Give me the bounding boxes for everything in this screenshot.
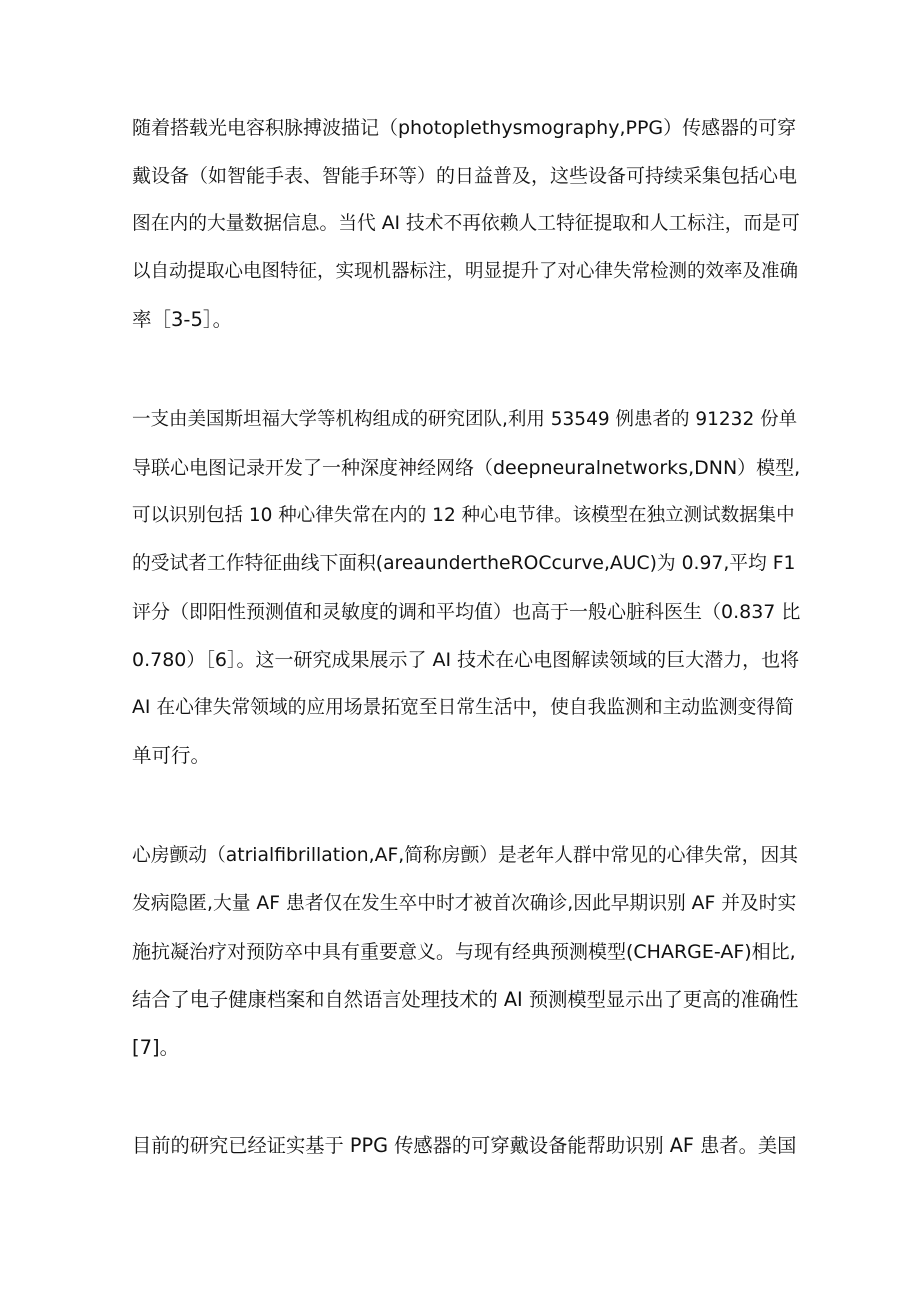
text-line: 率［3-5］。 <box>132 308 233 331</box>
text-line: 以自动提取心电图特征，实现机器标注，明显提升了对心律失常检测的效率及准确 <box>132 261 799 282</box>
text-line: 施抗凝治疗对预防卒中具有重要意义。与现有经典预测模型(CHARGE-AF)相比, <box>132 941 796 963</box>
text-line: AI 在心律失常领域的应用场景拓宽至日常生活中，使自我监测和主动监测变得简 <box>132 697 794 718</box>
text-line: [7]。 <box>132 1036 180 1059</box>
text-line: 发病隐匿,大量 AF 患者仅在发生卒中时才被首次确诊,因此早期识别 AF 并及时实 <box>132 893 797 914</box>
text-line: 随着搭载光电容积脉搏波描记（photoplethysmography,PPG）传感器的可穿 <box>132 117 797 139</box>
text-line: 心房颤动（atrialfibrillation,AF,简称房颤）是老年人群中常见的心律失常，因其 <box>132 845 798 866</box>
text-line: 单可行。 <box>132 744 211 767</box>
text-line: 一支由美国斯坦福大学等机构组成的研究团队,利用 53549 例患者的 91232 份单 <box>132 409 798 430</box>
text-line: 导联心电图记录开发了一种深度神经网络（deepneuralnetworks,DNN）模型, <box>132 457 800 479</box>
text-line: 戴设备（如智能手表、智能手环等）的日益普及，这些设备可持续采集包括心电 <box>132 165 798 187</box>
text-line: 结合了电子健康档案和自然语言处理技术的 AI 预测模型显示出了更高的准确性 <box>132 988 799 1011</box>
text-line: 可以识别包括 10 种心律失常在内的 12 种心电节律。该模型在独立测试数据集中 <box>132 505 795 526</box>
paragraph-4 <box>132 1122 800 1170</box>
text-line: 0.780）［6］。这一研究成果展示了 AI 技术在心电图解读领域的巨大潜力，也将 <box>132 649 800 671</box>
text-line: 的受试者工作特征曲线下面积(areaundertheROCcurve,AUC)为 0.97,平均 F1 <box>132 553 796 574</box>
text-line: 目前的研究已经证实基于 PPG 传感器的可穿戴设备能帮助识别 AF 患者。美国 <box>132 1134 797 1157</box>
paragraph-3 <box>132 832 800 1072</box>
paragraph-1 <box>132 104 800 344</box>
paragraph-2 <box>132 396 800 780</box>
text-line: 图在内的大量数据信息。当代 AI 技术不再依赖人工特征提取和人工标注，而是可 <box>132 213 800 234</box>
text-line: 评分（即阳性预测值和灵敏度的调和平均值）也高于一般心脏科医生（0.837 比 <box>132 601 800 623</box>
